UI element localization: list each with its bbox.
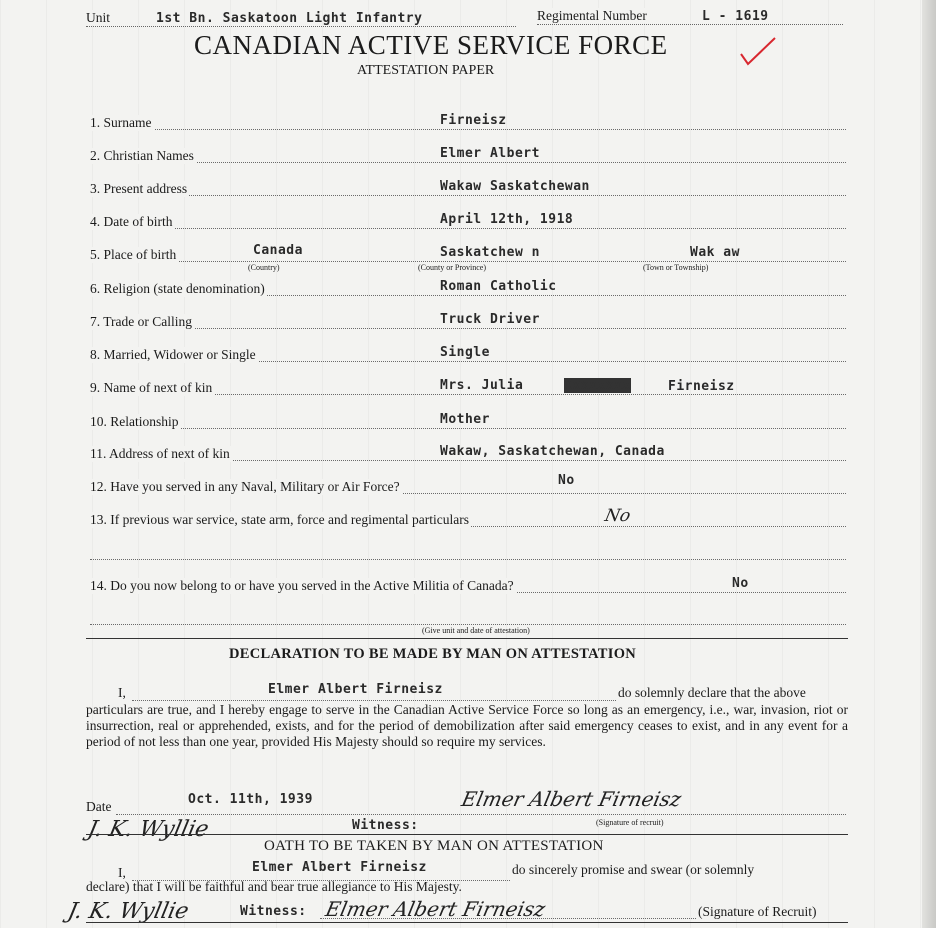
field-prior-service xyxy=(90,473,846,494)
field-label: 6. Religion (state denomination) xyxy=(90,281,265,296)
oath-recruit-signature: Elmer Albert Firneisz xyxy=(323,897,548,921)
field-label: 2. Christian Names xyxy=(90,148,194,163)
witness-label: Witness: xyxy=(352,818,419,833)
field-value: Wakaw Saskatchewan xyxy=(440,179,590,194)
oath-text-start: do sincerely promise and swear (or solemnly xyxy=(512,862,755,877)
field-label: 5. Place of birth xyxy=(90,247,177,262)
field-value: Elmer Albert xyxy=(440,146,540,161)
field-place-of-birth xyxy=(90,243,846,272)
page-subtitle: ATTESTATION PAPER xyxy=(357,63,495,78)
field-value: Roman Catholic xyxy=(440,279,557,294)
oath-witness-label: Witness: xyxy=(240,904,307,919)
regimental-number-field xyxy=(537,8,843,25)
field-value-surname: Firneisz xyxy=(668,379,735,394)
birth-town: Wak aw xyxy=(690,245,740,260)
field-surname xyxy=(90,112,846,130)
field-label: 3. Present address xyxy=(90,181,188,196)
field-previous-war-service-continued xyxy=(90,542,846,560)
field-value: Firneisz xyxy=(440,113,507,128)
declaration-i: I, xyxy=(118,685,126,700)
field-label: 10. Relationship xyxy=(90,414,179,429)
field-next-of-kin xyxy=(90,377,846,395)
regimental-number-value: L - 1619 xyxy=(702,9,769,24)
field-previous-war-service xyxy=(90,506,846,527)
page-title: CANADIAN ACTIVE SERVICE FORCE xyxy=(194,30,668,60)
birth-province: Saskatchew n xyxy=(440,245,540,260)
field-relationship xyxy=(90,411,846,429)
unit-field xyxy=(86,10,516,27)
declaration-text: particulars are true, and I hereby engage to serve in the Canadian Active Service Force so long as an emergency, i.e., war, invasion, riot or insurrection, real or apprehended, exists, and for the period of demobilization after said emergency ceases to exist, and in any event for a period of not less than one year, provided His Majesty should so require my services. xyxy=(86,702,848,749)
town-caption: (Town or Township) xyxy=(643,263,709,272)
declaration-name: Elmer Albert Firneisz xyxy=(268,682,443,697)
oath-i: I, xyxy=(118,865,126,880)
oath-recruit-caption: (Signature of Recruit) xyxy=(698,904,817,919)
check-mark-icon xyxy=(738,36,778,68)
unit-label: Unit xyxy=(86,10,111,25)
field-christian-names xyxy=(90,145,846,163)
page-edge xyxy=(922,0,936,928)
field-marital-status xyxy=(90,344,846,362)
field-value: Mrs. Julia xyxy=(440,378,524,393)
declaration-name-field xyxy=(132,684,616,701)
field-label: 14. Do you now belong to or have you served in the Active Militia of Canada? xyxy=(90,578,514,593)
declaration-text-start: do solemnly declare that the above xyxy=(618,685,806,700)
field-label: 11. Address of next of kin xyxy=(90,446,230,461)
field-label: 7. Trade or Calling xyxy=(90,314,193,329)
recruit-signature: Elmer Albert Firneisz xyxy=(459,787,684,811)
oath-text: declare) that I will be faithful and bear true allegiance to His Majesty. xyxy=(86,879,462,894)
oath-heading: OATH TO BE TAKEN BY MAN ON ATTESTATION xyxy=(264,838,604,854)
divider xyxy=(86,922,848,923)
field-value: Truck Driver xyxy=(440,312,540,327)
field-next-of-kin-address xyxy=(90,443,846,461)
oath-witness-signature: J. K. Wyllie xyxy=(65,899,192,924)
field-value: Wakaw, Saskatchewan, Canada xyxy=(440,444,665,459)
militia-caption: (Give unit and date of attestation) xyxy=(422,626,530,635)
country-caption: (Country) xyxy=(248,263,280,272)
regimental-number-label: Regimental Number xyxy=(537,8,647,23)
recruit-signature-caption: (Signature of recruit) xyxy=(596,818,664,827)
field-value: April 12th, 1918 xyxy=(440,212,574,227)
unit-value: 1st Bn. Saskatoon Light Infantry xyxy=(156,11,423,26)
oath-name: Elmer Albert Firneisz xyxy=(252,860,427,875)
field-label: 9. Name of next of kin xyxy=(90,380,213,395)
attestation-date: Oct. 11th, 1939 xyxy=(188,792,313,807)
handwritten-value: No xyxy=(602,506,633,527)
divider xyxy=(86,834,848,835)
field-date-of-birth xyxy=(90,211,846,229)
divider xyxy=(86,638,848,639)
field-label: 12. Have you served in any Naval, Military or Air Force? xyxy=(90,479,400,494)
field-label: 1. Surname xyxy=(90,115,152,130)
declaration-heading: DECLARATION TO BE MADE BY MAN ON ATTESTATION xyxy=(229,646,637,662)
field-label: 4. Date of birth xyxy=(90,214,173,229)
field-value: No xyxy=(732,576,749,591)
province-caption: (County or Province) xyxy=(418,263,486,272)
witness-signature: J. K. Wyllie xyxy=(85,817,212,842)
field-active-militia xyxy=(90,575,846,593)
field-trade xyxy=(90,311,846,329)
field-religion xyxy=(90,278,846,296)
field-value: Single xyxy=(440,345,490,360)
field-label: 13. If previous war service, state arm, force and regimental particulars xyxy=(90,512,469,527)
struck-out-text: Xxxxxxxx xyxy=(564,378,631,393)
field-value: No xyxy=(558,473,575,488)
field-active-militia-continued xyxy=(90,607,846,635)
field-value: Mother xyxy=(440,412,490,427)
birth-country: Canada xyxy=(253,243,303,258)
date-label: Date xyxy=(86,799,112,814)
field-label: 8. Married, Widower or Single xyxy=(90,347,256,362)
field-present-address xyxy=(90,178,846,196)
